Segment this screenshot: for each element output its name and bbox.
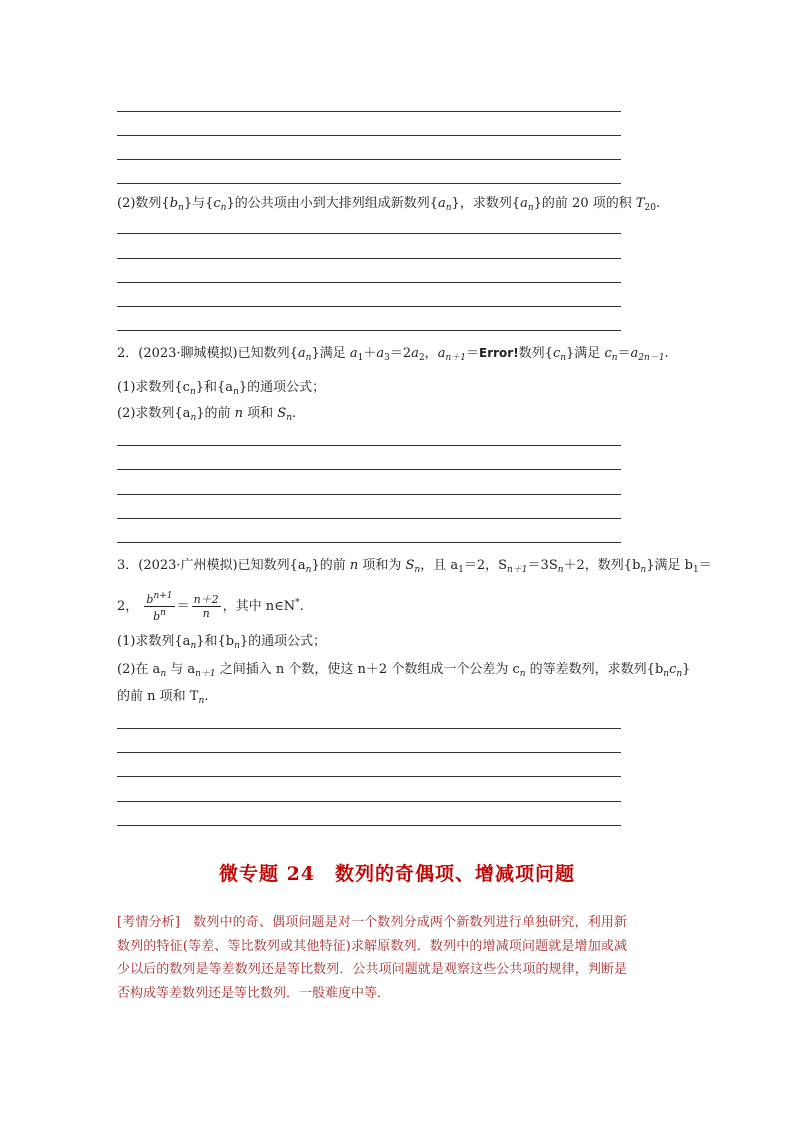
answer-line bbox=[117, 518, 621, 519]
answer-line bbox=[117, 159, 621, 160]
answer-line bbox=[117, 776, 621, 777]
analysis-tag: [考情分析] bbox=[117, 915, 180, 930]
answer-line bbox=[117, 306, 621, 307]
answer-line bbox=[117, 183, 621, 184]
answer-line bbox=[117, 542, 621, 543]
q3-part1: (1)求数列$\{a_n\}$和$\{b_n\}$的通项公式； bbox=[117, 634, 327, 651]
q3-stem-line2: 2， $\frac{b^{n+1}}{b^n}$ ＝ $\frac{n+2}{n}$ ，其中 n∈N*. bbox=[117, 591, 304, 623]
fraction-b-ratio: $\frac{b^{n+1}}{b^n}$ bbox=[146, 591, 173, 623]
answer-line bbox=[117, 233, 621, 234]
answer-line bbox=[117, 330, 621, 331]
answer-line bbox=[117, 258, 621, 259]
answer-line bbox=[117, 825, 621, 826]
answer-line bbox=[117, 494, 621, 495]
analysis-text: 数列中的奇、偶项问题是对一个数列分成两个新数列进行单独研究，利用新数列的特征(等差、等比数列或其他特征)求解原数列．数列中的增减项问题就是增加或减少以后的数列是等差数列还是等比数列．公共项问题就是观察这些公共项的规律，判断是否构成等差数列还是等比数列．一般难度中等． bbox=[117, 915, 627, 1001]
answer-line bbox=[117, 728, 621, 729]
answer-line bbox=[117, 801, 621, 802]
q2-part2: (2)求数列$\{a_n\}$的前 n 项和 $S_n$. bbox=[117, 406, 297, 423]
q3-part2-line1: (2)在 $a_n$ 与 $a_{n+1}$ 之间插入 n 个数，使这 n＋2 个数组成一个公差为 $c_n$ 的等差数列，求数列$\{b_nc_n\}$ bbox=[117, 662, 691, 679]
answer-line bbox=[117, 445, 621, 446]
answer-line bbox=[117, 752, 621, 753]
answer-line bbox=[117, 282, 621, 283]
q1-part2-text: (2)数列$\{b_n\}$与$\{c_n\}$的公共项由小到大排列组成新数列$\{a_n\}$，求数列$\{a_n\}$的前 20 项的积 $T_{20}$. bbox=[117, 196, 661, 213]
analysis-paragraph bbox=[117, 911, 627, 1005]
q3-stem-line1: 3．(2023·广州模拟)已知数列$\{a_n\}$的前 n 项和为 $S_n$，且 $a_1=2$，$S_{n+1}=3S_n+2$，数列$\{b_n\}$满足 $b_1=$ bbox=[117, 558, 712, 575]
section-title: 微专题 24 数列的奇偶项、增减项问题 bbox=[218, 863, 576, 885]
error-placeholder: Error! bbox=[479, 346, 519, 360]
q3-part2-line2: 的前 n 项和 $T_n$. bbox=[117, 689, 209, 706]
q2-part1: (1)求数列$\{c_n\}$和$\{a_n\}$的通项公式； bbox=[117, 380, 326, 397]
q2-stem: 2．(2023·聊城模拟)已知数列$\{a_n\}$满足 $a_1+a_3=2a_2$，$a_{n+1}=Error$!数列$\{c_n\}$满足 $c_n=a_{2n-1}$. bbox=[117, 346, 669, 363]
answer-line bbox=[117, 135, 621, 136]
answer-line bbox=[117, 111, 621, 112]
fraction-n-ratio: $\frac{n+2}{n}$ bbox=[193, 593, 219, 620]
answer-line bbox=[117, 469, 621, 470]
